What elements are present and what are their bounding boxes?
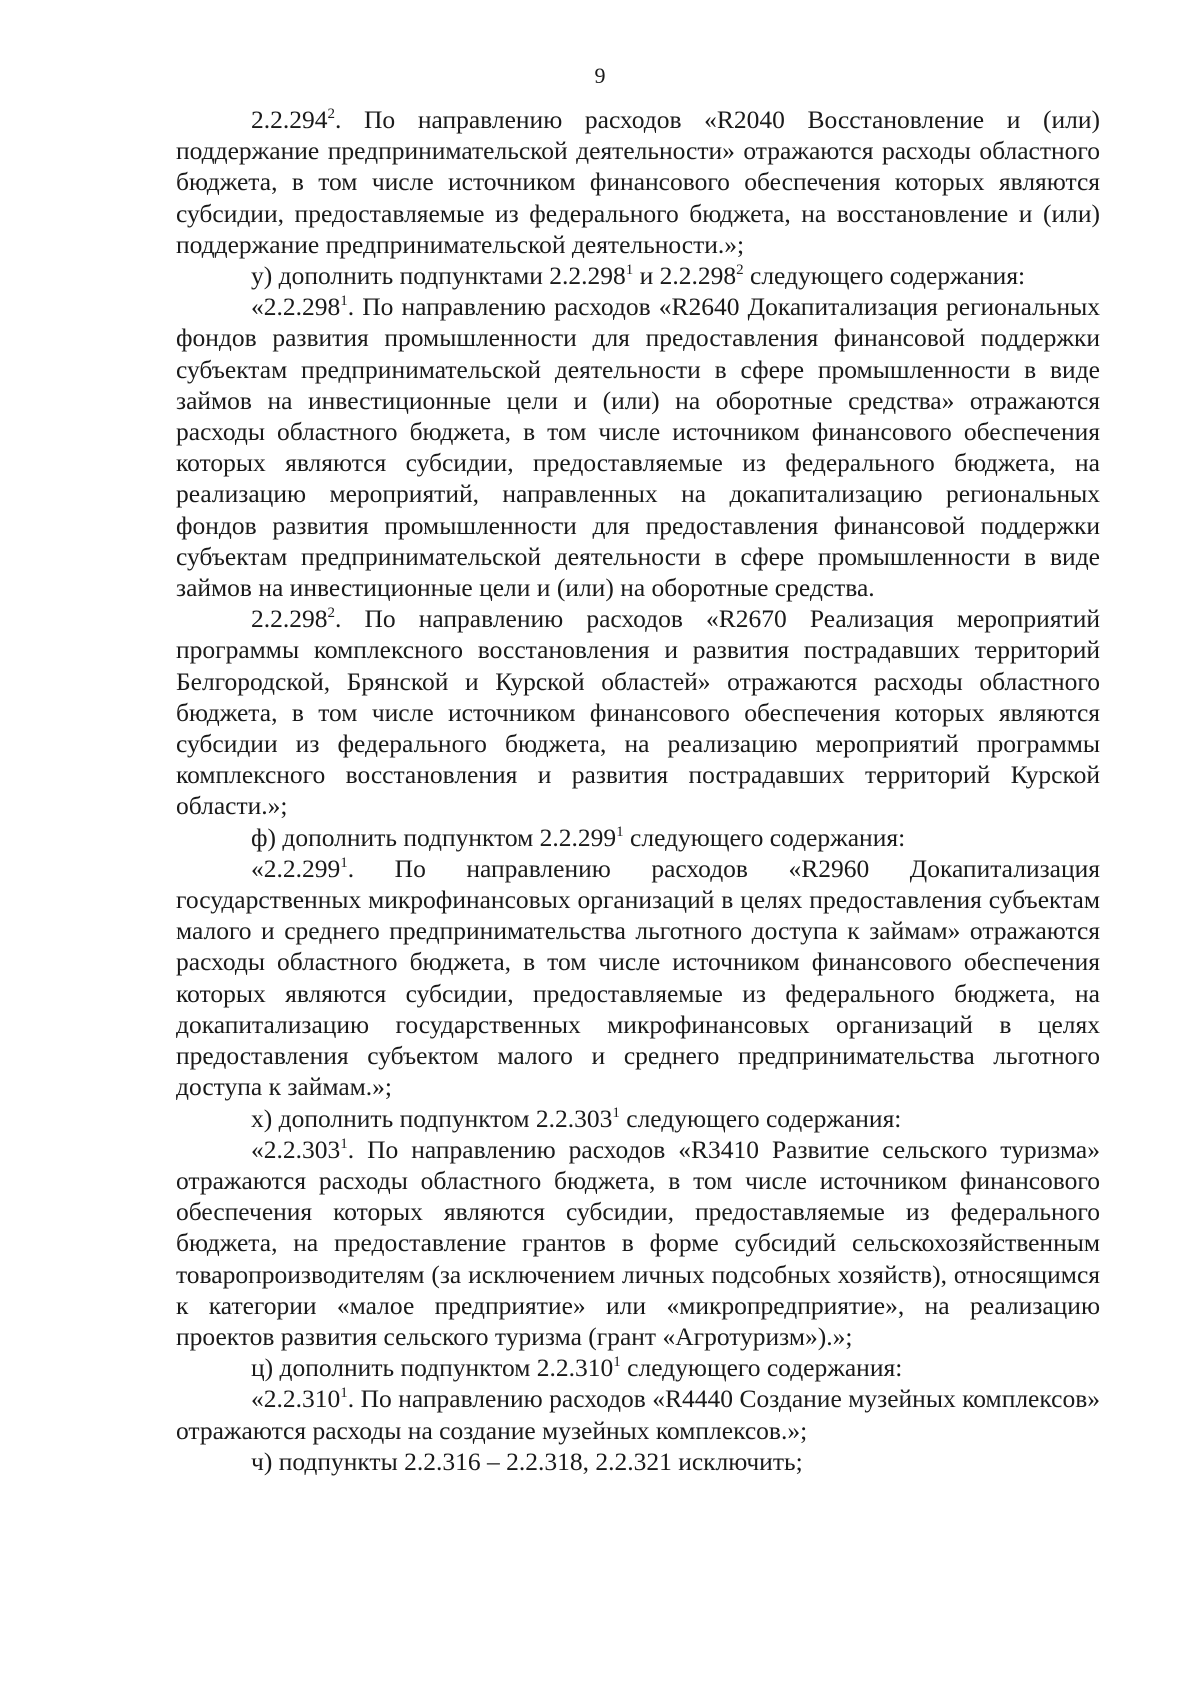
superscript: 1 <box>340 1385 348 1402</box>
paragraph-text: «2.2.298 <box>251 292 341 322</box>
paragraph-text: . По направлению расходов «R4440 Создание музейных комплексов» отражаются расходы на создание музейных комплексов.»; <box>176 1384 1100 1445</box>
paragraph-item-ch <box>176 1446 1100 1477</box>
paragraph-item-ts <box>176 1352 1100 1383</box>
paragraph-text: «2.2.299 <box>251 853 341 883</box>
paragraph-item-kh <box>176 1103 1100 1134</box>
paragraph-text: следующего содержания: <box>623 822 906 852</box>
paragraph-text: . По направлению расходов «R3410 Развитие сельского туризма» отражаются расходы областного бюджета, в том числе источником финансового обеспечения которых являются субсидии, предоставляемые из федерального бюджета, на предоставление грантов в форме субсидий сельскохозяйственным товаропроизводителям (за исключением личных подсобных хозяйств), относящимся к категории «малое предприятие» или «микропредприятие», на реализацию проектов развития сельского туризма (грант «Агротуризм»).»; <box>176 1134 1100 1351</box>
superscript: 2 <box>327 605 335 622</box>
paragraph-text: . По направлению расходов «R2640 Докапитализация региональных фондов развития промышленности для предоставления финансовой поддержки субъектам предпринимательской деятельности в сфере промышленности в виде займов на инвестиционные цели и (или) на оборотные средства» отражаются расходы областного бюджета, в том числе источником финансового обеспечения которых являются субсидии, предоставляемые из федерального бюджета, на реализацию мероприятий, направленных на докапитализацию региональных фондов развития промышленности для предоставления финансовой поддержки субъектам предпринимательской деятельности в сфере промышленности в виде займов на инвестиционные цели и (или) на оборотные средства. <box>176 292 1100 603</box>
paragraph-text: «2.2.303 <box>251 1134 341 1164</box>
superscript: 1 <box>625 262 634 279</box>
superscript: 2 <box>327 106 335 122</box>
page-number: 9 <box>594 63 606 88</box>
paragraph-item-f <box>176 822 1100 853</box>
superscript: 1 <box>612 1104 620 1121</box>
paragraph-2-2-310-1 <box>176 1383 1100 1445</box>
paragraph-text: х) дополнить подпунктом 2.2.303 <box>251 1103 613 1133</box>
superscript: 1 <box>340 854 348 871</box>
paragraph-2-2-294-2 <box>176 104 1100 260</box>
document-body <box>176 104 1100 1477</box>
paragraph-text: . По направлению расходов «R2670 Реализация мероприятий программы комплексного восстановления и развития пострадавших территорий Белгородской, Брянской и Курской областей» отражаются расходы областного бюджета, в том числе источником финансового обеспечения которых являются субсидии из федерального бюджета, на реализацию мероприятий программы комплексного восстановления и развития пострадавших территорий Курской области.»; <box>176 604 1100 821</box>
superscript: 1 <box>340 1135 348 1152</box>
paragraph-item-u <box>176 260 1100 291</box>
paragraph-text: 2.2.294 <box>251 105 328 134</box>
paragraph-text: 2.2.298 <box>251 604 328 634</box>
paragraph-text: у) дополнить подпунктами 2.2.298 <box>251 261 626 291</box>
paragraph-text: . По направлению расходов «R2040 Восстановление и (или) поддержание предпринимательской деятельности» отражаются расходы областного бюджета, в том числе источником финансового обеспечения которых являются субсидии, предоставляемые из федерального бюджета, на восстановление и (или) поддержание предпринимательской деятельности.»; <box>176 105 1100 259</box>
superscript: 1 <box>616 823 624 840</box>
paragraph-2-2-298-1 <box>176 291 1100 603</box>
paragraph-text: следующего содержания: <box>743 261 1026 291</box>
superscript: 2 <box>736 262 744 279</box>
paragraph-text: «2.2.310 <box>251 1384 341 1414</box>
paragraph-text: . По направлению расходов «R2960 Докапитализация государственных микрофинансовых организаций в целях предоставления субъектам малого и среднего предпринимательства льготного доступа к займам» отражаются расходы областного бюджета, в том числе источником финансового обеспечения которых являются субсидии, предоставляемые из федерального бюджета, на докапитализацию государственных микрофинансовых организаций в целях предоставления субъектом малого и среднего предпринимательства льготного доступа к займам.»; <box>176 853 1100 1102</box>
superscript: 1 <box>613 1354 621 1371</box>
paragraph-text: ц) дополнить подпунктом 2.2.310 <box>251 1353 614 1383</box>
superscript: 1 <box>340 293 348 310</box>
paragraph-text: и 2.2.298 <box>633 261 737 291</box>
paragraph-2-2-299-1 <box>176 853 1100 1103</box>
paragraph-text: ч) подпункты 2.2.316 – 2.2.318, 2.2.321 исключить; <box>251 1446 803 1476</box>
paragraph-text: следующего содержания: <box>619 1103 902 1133</box>
paragraph-2-2-303-1 <box>176 1134 1100 1352</box>
paragraph-text: следующего содержания: <box>620 1353 903 1383</box>
paragraph-2-2-298-2 <box>176 603 1100 821</box>
paragraph-text: ф) дополнить подпунктом 2.2.299 <box>251 822 617 852</box>
